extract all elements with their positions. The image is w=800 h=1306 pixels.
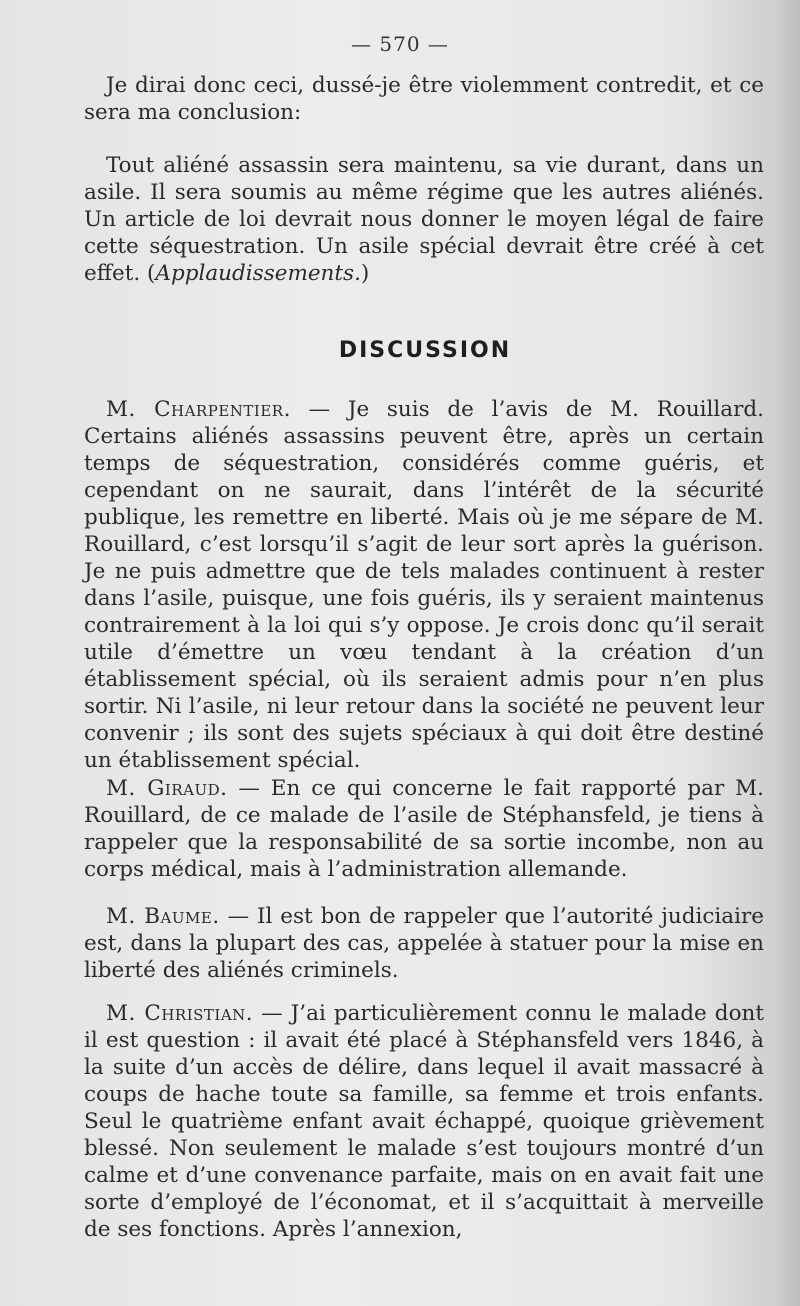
section-heading: DISCUSSION (338, 338, 512, 363)
intervention-text: — Je suis de l’avis de M. Rouillard. Certains aliénés assassins peuvent être, après un certain temps de séquestration, considérés comme guéris, et cependant on ne saurait, dans l’intérêt de la sécurité publique, les remettre en liberté. Mais où je me sépare de M. Rouillard, c’est lorsqu’il s’agit de leur sort après la guérison. Je ne puis admettre que de tels malades continuent à rester dans l’asile, puisque, une fois guéris, ils y seraient maintenus contrairement à la loi qui s’y oppose. Je crois donc qu’il serait utile d’émettre un vœu tendant à la création d’un établissement spécial, où ils seraient admis pour n’en plus sortir. Ni l’asile, ni leur retour dans la société ne peuvent leur convenir ; ils sont des sujets spéciaux à qui doit être destiné un établissement spécial. (84, 397, 764, 773)
conclusion-close-paren: ) (360, 261, 370, 286)
intervention-text: — Il est bon de rappeler que l’autorité judiciaire est, dans la plupart des cas, appelée à statuer pour la mise en liberté des aliénés criminels. (84, 904, 764, 983)
applause-note: Applaudissements. (155, 261, 361, 286)
conclusion-text: Tout aliéné assassin sera maintenu, sa vie durant, dans un asile. Il sera soumis au même régime que les autres aliénés. Un article de loi devrait nous donner le moyen légal de faire cette séquestration. Un asile spécial devrait être créé à cet effet. ( (84, 153, 764, 286)
conclusion-paragraph (84, 152, 764, 287)
speaker-name: M. Christian. (106, 1001, 254, 1026)
intervention-paragraph (84, 903, 764, 984)
intervention-paragraph (84, 396, 764, 774)
speaker-name: M. Charpentier. (106, 397, 291, 422)
intervention-text: — J’ai particulièrement connu le malade dont il est question : il avait été placé à Stéphansfeld vers 1846, à la suite d’un accès de délire, dans lequel il avait massacré à coups de hache toute sa famille, sa femme et trois enfants. Seul le quatrième enfant avait échappé, quoique grièvement blessé. Non seulement le malade s’est toujours montré d’un calme et d’une convenance parfaite, mais on en avait fait une sorte d’employé de l’économat, et il s’acquittait à merveille de ses fonctions. Après l’annexion, (84, 1001, 764, 1242)
page-number: — 570 — (351, 32, 449, 56)
intervention-text: — En ce qui concerne le fait rapporté par M. Rouillard, de ce malade de l’asile de Stéphansfeld, je tiens à rappeler que la responsabilité de sa sortie incombe, non au corps médical, mais à l’administration allemande. (84, 776, 764, 882)
speaker-name: M. Baume. (106, 904, 220, 929)
intervention-paragraph (84, 775, 764, 883)
speaker-name: M. Giraud. (106, 776, 228, 801)
intervention-paragraph (84, 1000, 764, 1243)
intro-paragraph: Je dirai donc ceci, dussé-je être violemment contredit, et ce sera ma conclusion: (84, 73, 764, 125)
